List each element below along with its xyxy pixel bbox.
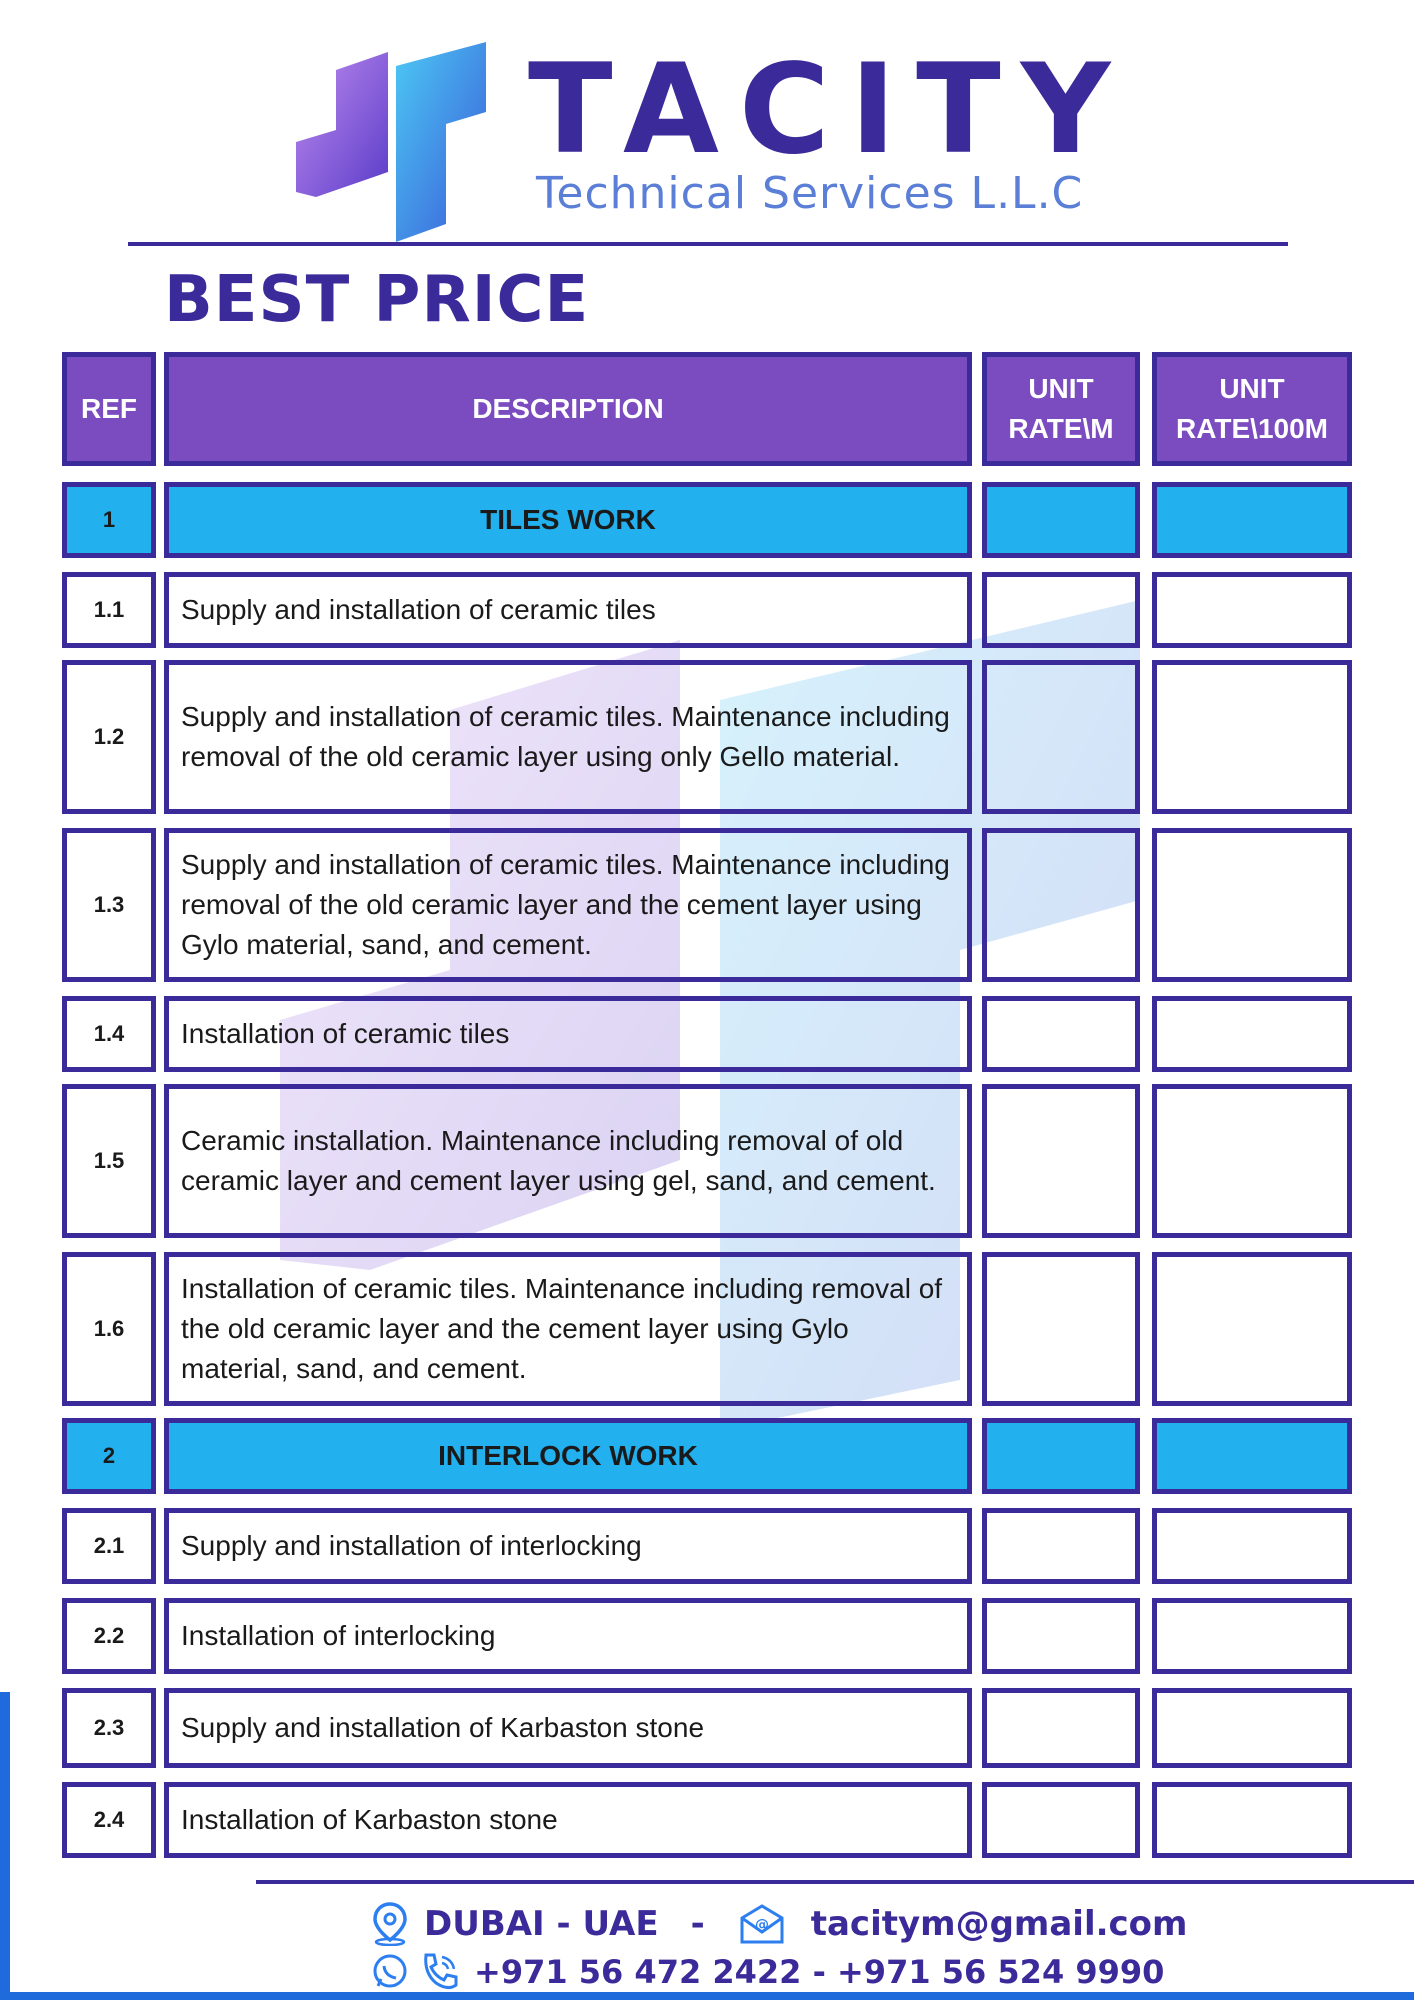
row-unit-rate-m: [982, 1252, 1140, 1406]
row-ref: 1.2: [62, 660, 156, 814]
section-ref: 1: [62, 482, 156, 558]
brand-name: TACITY: [528, 38, 1131, 182]
decorative-edge-left: [0, 1692, 10, 2000]
row-ref: 1.1: [62, 572, 156, 648]
header-divider: [128, 242, 1288, 246]
row-unit-rate-100m: [1152, 996, 1352, 1072]
footer-phone-line: [370, 1950, 1164, 1994]
brand-subtitle: Technical Services L.L.C: [536, 168, 1084, 219]
row-ref: 2.1: [62, 1508, 156, 1584]
column-header-unit-rate-m: UNIT RATE\M: [982, 352, 1140, 466]
row-unit-rate-100m: [1152, 572, 1352, 648]
row-description: Supply and installation of ceramic tiles. Maintenance including removal of the old ceramic layer and the cement layer using Gylo material, sand, and cement.: [164, 828, 972, 982]
row-ref: 2.2: [62, 1598, 156, 1674]
svg-text:@: @: [754, 1917, 769, 1933]
footer-email[interactable]: tacitym@gmail.com: [810, 1904, 1188, 1944]
row-unit-rate-100m: [1152, 1688, 1352, 1768]
row-description: Supply and installation of Karbaston stone: [164, 1688, 972, 1768]
section-unit-rate-m: [982, 1418, 1140, 1494]
email-icon: [737, 1902, 787, 1946]
row-unit-rate-m: [982, 660, 1140, 814]
section-ref: 2: [62, 1418, 156, 1494]
row-ref: 2.3: [62, 1688, 156, 1768]
footer-location: DUBAI - UAE: [424, 1904, 659, 1944]
section-unit-rate-m: [982, 482, 1140, 558]
row-ref: 1.3: [62, 828, 156, 982]
row-unit-rate-100m: [1152, 1252, 1352, 1406]
section-unit-rate-100m: [1152, 482, 1352, 558]
row-unit-rate-100m: [1152, 1598, 1352, 1674]
row-description: Installation of ceramic tiles. Maintenance including removal of the old ceramic layer and the cement layer using Gylo material, sand, and cement.: [164, 1252, 972, 1406]
row-unit-rate-m: [982, 996, 1140, 1072]
footer-contact-line: [370, 1902, 1187, 1946]
row-unit-rate-100m: [1152, 1084, 1352, 1238]
row-ref: 2.4: [62, 1782, 156, 1858]
page-title: BEST PRICE: [164, 263, 590, 337]
row-description: Supply and installation of ceramic tiles. Maintenance including removal of the old ceramic layer using only Gello material.: [164, 660, 972, 814]
column-header-unit-rate-100m: UNIT RATE\100M: [1152, 352, 1352, 466]
row-unit-rate-m: [982, 1688, 1140, 1768]
row-description: Supply and installation of interlocking: [164, 1508, 972, 1584]
row-ref: 1.6: [62, 1252, 156, 1406]
row-unit-rate-100m: [1152, 660, 1352, 814]
location-pin-icon: [370, 1902, 410, 1946]
row-description: Ceramic installation. Maintenance including removal of old ceramic layer and cement layer using gel, sand, and cement.: [164, 1084, 972, 1238]
row-unit-rate-m: [982, 828, 1140, 982]
row-unit-rate-100m: [1152, 1508, 1352, 1584]
row-unit-rate-100m: [1152, 1782, 1352, 1858]
row-unit-rate-m: [982, 1508, 1140, 1584]
whatsapp-icon: [370, 1952, 410, 1992]
row-unit-rate-m: [982, 1598, 1140, 1674]
section-title: INTERLOCK WORK: [164, 1418, 972, 1494]
footer-separator: -: [690, 1904, 705, 1944]
column-header-description: DESCRIPTION: [164, 352, 972, 466]
company-logo-mark: [296, 42, 496, 242]
footer-phones[interactable]: +971 56 472 2422 - +971 56 524 9990: [474, 1953, 1165, 1991]
row-description: Installation of Karbaston stone: [164, 1782, 972, 1858]
row-description: Installation of interlocking: [164, 1598, 972, 1674]
column-header-ref: REF: [62, 352, 156, 466]
row-description: Supply and installation of ceramic tiles: [164, 572, 972, 648]
row-unit-rate-m: [982, 572, 1140, 648]
section-unit-rate-100m: [1152, 1418, 1352, 1494]
footer-divider: [256, 1880, 1414, 1884]
row-unit-rate-m: [982, 1084, 1140, 1238]
row-unit-rate-100m: [1152, 828, 1352, 982]
row-ref: 1.5: [62, 1084, 156, 1238]
row-ref: 1.4: [62, 996, 156, 1072]
phone-icon: [418, 1951, 460, 1993]
row-unit-rate-m: [982, 1782, 1140, 1858]
row-description: Installation of ceramic tiles: [164, 996, 972, 1072]
section-title: TILES WORK: [164, 482, 972, 558]
